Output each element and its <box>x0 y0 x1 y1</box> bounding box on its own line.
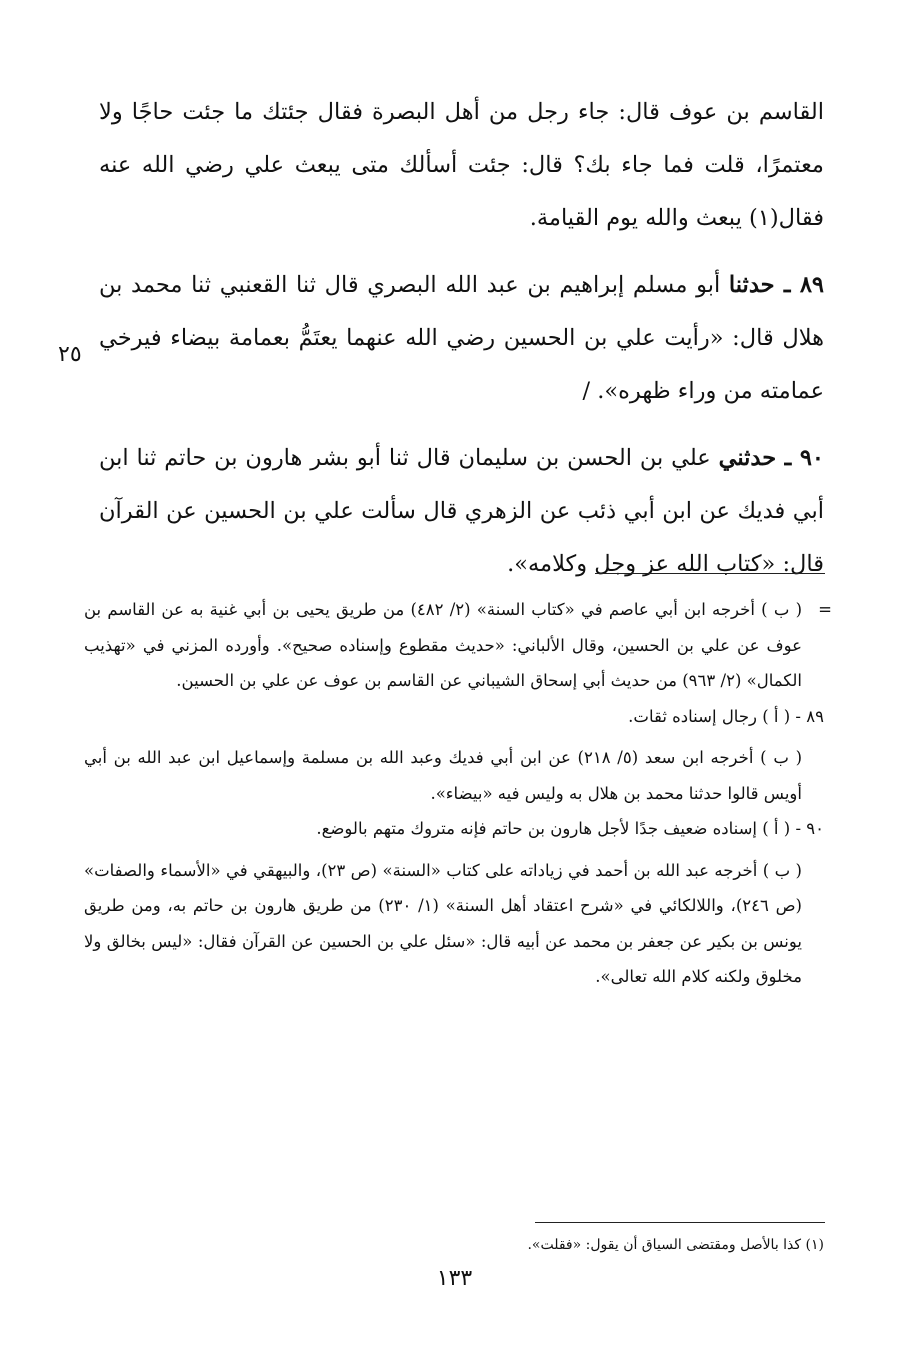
note-continued-b: ( ب ) أخرجه ابن أبي عاصم في «كتاب السنة» (٢/ ٤٨٢) من طريق يحيى بن أبي غنية به عن القاسم بن عوف عن علي بن الحسين، وقال الألباني: «حديث مقطوع وإسناده صحيح». وأورده المزني في «تهذيب الكمال» (٢/ ٩٦٣) من حديث أبي إسحاق الشيباني عن القاسم بن عوف عن علي بن الحسين. <box>84 600 803 690</box>
margin-number: ٢٥ <box>58 342 82 367</box>
note-90-a: ٩٠ - ( أ ) إسناده ضعيف جدًا لأجل هارون بن حاتم فإنه متروك متهم بالوضع. <box>316 819 824 838</box>
notes-separator <box>595 573 825 574</box>
note-90-b: ( ب ) أخرجه عبد الله بن أحمد في زياداته على كتاب «السنة» (ص ٢٣)، والبيهقي في «الأسماء والصفات» (ص ٢٤٦)، واللالكائي في «شرح اعتقاد أهل السنة» (١/ ٢٣٠) من طريق هارون بن حاتم به، ومن طريق يونس بن بكير عن جعفر بن محمد عن أبيه قال: «سئل علي بن الحسين عن القرآن فقال: «ليس بخالق ولا مخلوق ولكنه كلام الله تعالى». <box>84 860 802 986</box>
paragraph-89 <box>99 259 824 418</box>
paragraph-1: القاسم بن عوف قال: جاء رجل من أهل البصرة فقال جئتك ما جئت حاجًا ولا معتمرًا، قلت فما جاء بك؟ قال: جئت أسألك متى يبعث علي رضي الله عنه فقال(١) يبعث والله يوم القيامة. <box>99 99 824 231</box>
note-89-a: ٨٩ - ( أ ) رجال إسناده ثقات. <box>628 706 824 726</box>
footnote-1: (١) كذا بالأصل ومقتضى السياق أن يقول: «فقلت». <box>527 1237 824 1253</box>
hadith-89-lead: ٨٩ ـ حدثنا <box>728 272 824 298</box>
footnote-separator <box>535 1222 825 1223</box>
hadith-90-lead: ٩٠ ـ حدثني <box>718 445 824 471</box>
page-number: ١٣٣ <box>436 1266 473 1291</box>
paragraph-90 <box>99 432 824 591</box>
hadith-89-text: أبو مسلم إبراهيم بن عبد الله البصري قال ثنا القعنبي ثنا محمد بن هلال قال: «رأيت علي بن الحسين رضي الله عنهما يعتَمُّ بعمامة بيضاء فيرخي عمامته من وراء ظهره». / <box>99 272 824 404</box>
main-text <box>99 86 824 591</box>
footnotes <box>84 592 832 995</box>
note-89-b: ( ب ) أخرجه ابن سعد (٥/ ٢١٨) عن ابن أبي فديك وعبد الله بن مسلمة وإسماعيل ابن عبد الله بن أبي أويس قالوا حدثنا محمد بن هلال به وليس فيه «بيضاء». <box>84 748 803 803</box>
continuation-mark: = <box>818 600 832 619</box>
hadith-90-text: علي بن الحسن بن سليمان قال ثنا أبو بشر هارون بن حاتم ثنا ابن أبي فديك عن ابن أبي ذئب عن الزهري قال سألت علي بن الحسين عن القرآن قال: «كتاب الله عز وجل وكلامه». <box>99 445 824 577</box>
